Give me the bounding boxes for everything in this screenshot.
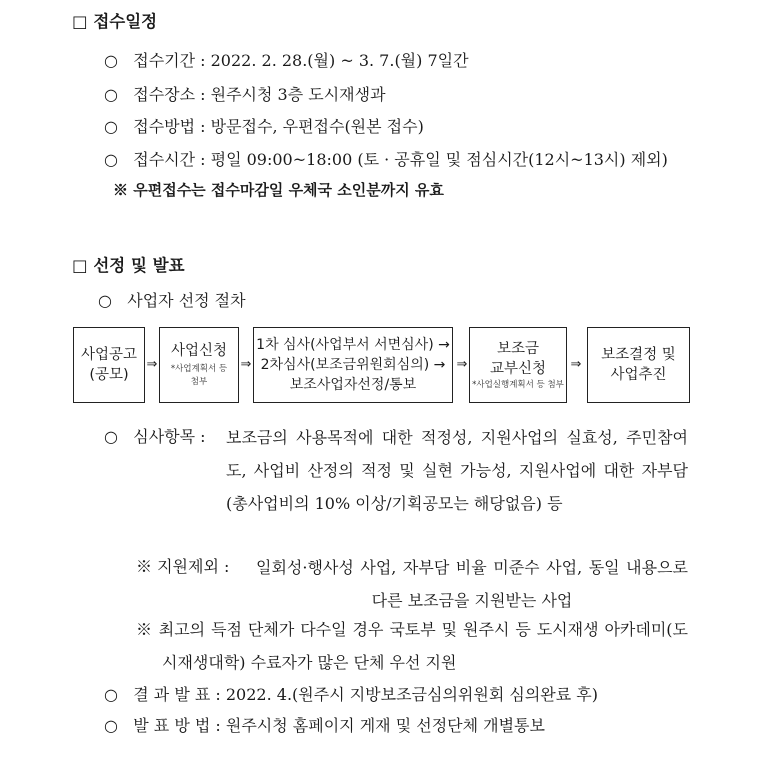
schedule-item-place: ○ 접수장소 : 원주시청 3층 도시재생과 <box>104 85 386 104</box>
schedule-item-method: ○ 접수방법 : 방문접수, 우편접수(원본 접수) <box>104 117 424 136</box>
schedule-item-hours: ○ 접수시간 : 평일 09:00~18:00 (토 · 공휴일 및 점심시간(12시~13시) 제외) <box>104 150 668 169</box>
flow-arrow-icon: ⇒ <box>240 357 252 372</box>
flow-box-announcement: 사업공고 (공모) <box>73 327 145 403</box>
priority-note: ※ 최고의 득점 단체가 다수일 경우 국토부 및 원주시 등 도시재생 아카데미(도시재생대학) 수료자가 많은 단체 우선 지원 <box>136 620 688 672</box>
exclusion-label: ※ 지원제외 : <box>136 557 230 576</box>
circle-bullet-icon: ○ <box>104 685 118 704</box>
flow-box-review: 1차 심사(사업부서 서면심사) → 2차심사(보조금위원회심의) → 보조사업자선정/통보 <box>253 327 453 403</box>
postal-note: ※ 우편접수는 접수마감일 우체국 소인분까지 유효 <box>113 181 444 199</box>
square-bullet-icon: □ <box>72 256 88 275</box>
exclusion-text: 일회성·행사성 사업, 자부담 비율 미준수 사업, 동일 내용으로 다른 보조금을 지원받는 사업 <box>256 558 688 610</box>
circle-bullet-icon: ○ <box>104 150 118 169</box>
circle-bullet-icon: ○ <box>98 291 112 310</box>
review-criteria-text: 보조금의 사용목적에 대한 적정성, 지원사업의 실효성, 주민참여도, 사업비 산정의 적정 및 실현 가능성, 지원사업에 대한 자부담(총사업비의 10% 이상/기획공모는 해당없음) 등 <box>226 428 688 513</box>
flow-box-subsidy-request: 보조금 교부신청 *사업실행계획서 등 첨부 <box>469 327 567 403</box>
flow-box-application: 사업신청 *사업계획서 등 첨부 <box>159 327 239 403</box>
section-heading-schedule <box>72 11 157 33</box>
section-heading-text: 선정 및 발표 <box>93 256 185 275</box>
circle-bullet-icon: ○ <box>104 716 118 735</box>
result-announcement: ○ 결 과 발 표 : 2022. 4.(원주시 지방보조금심의위원회 심의완료 후) <box>104 685 598 704</box>
review-criteria-label: ○ 심사항목 : <box>104 427 206 446</box>
flow-arrow-icon: ⇒ <box>146 357 158 372</box>
circle-bullet-icon: ○ <box>104 427 118 446</box>
flow-arrow-icon: ⇒ <box>456 357 468 372</box>
flow-box-decision: 보조결정 및 사업추진 <box>587 327 690 403</box>
square-bullet-icon: □ <box>72 12 88 31</box>
announcement-method: ○ 발 표 방 법 : 원주시청 홈페이지 게재 및 선정단체 개별통보 <box>104 716 545 735</box>
circle-bullet-icon: ○ <box>104 85 118 104</box>
section-heading-text: 접수일정 <box>93 12 158 31</box>
procedure-title: ○ 사업자 선정 절차 <box>98 291 246 310</box>
flow-arrow-icon: ⇒ <box>570 357 582 372</box>
circle-bullet-icon: ○ <box>104 117 118 136</box>
section-heading-selection <box>72 255 185 277</box>
circle-bullet-icon: ○ <box>104 51 118 70</box>
schedule-item-period: ○ 접수기간 : 2022. 2. 28.(월) ~ 3. 7.(월) 7일간 <box>104 51 469 70</box>
